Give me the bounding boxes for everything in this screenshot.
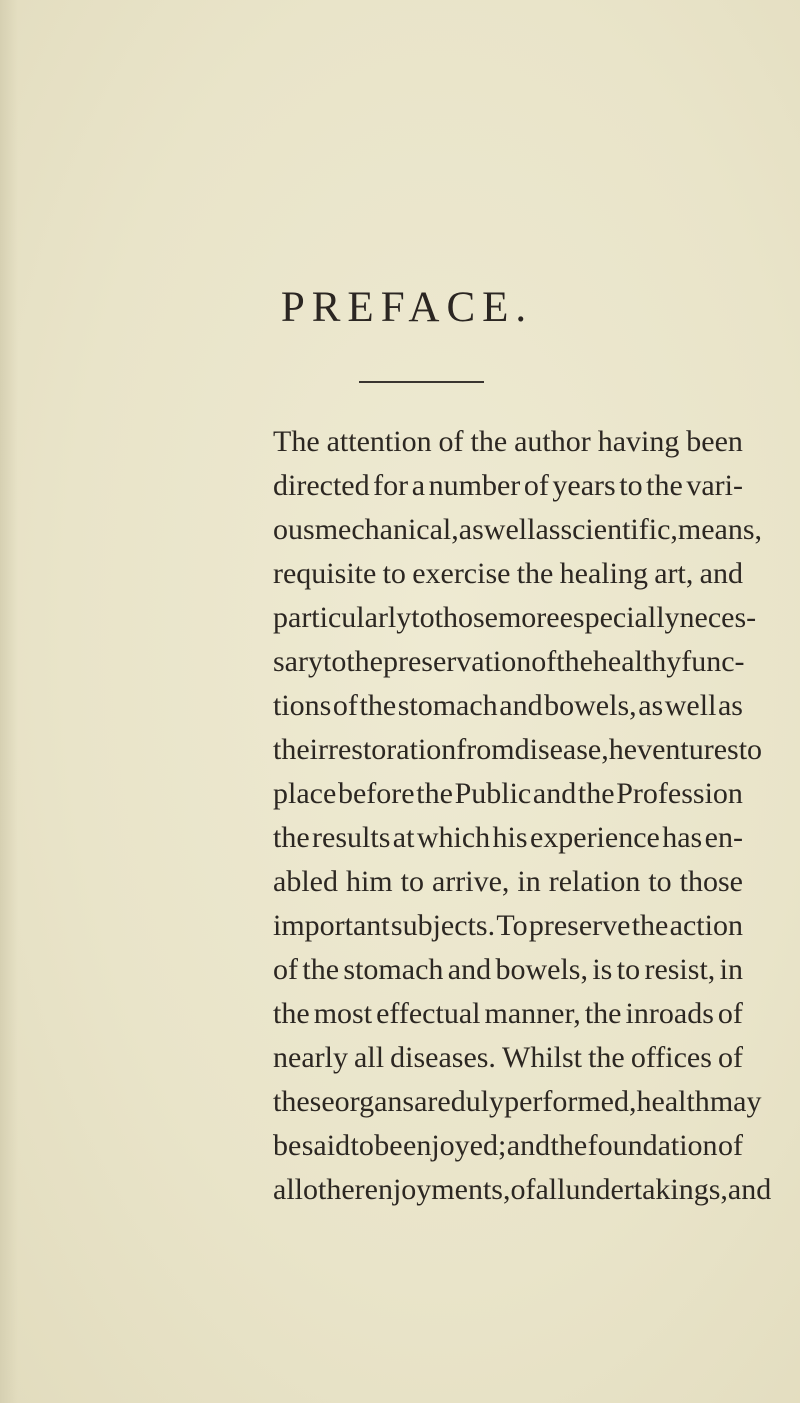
word: abled <box>273 865 338 898</box>
word: author <box>514 425 591 458</box>
word: years <box>552 469 616 502</box>
text-line <box>273 1168 772 1212</box>
word: action <box>669 909 743 942</box>
word: as <box>638 689 664 722</box>
word: Whilst <box>502 1041 583 1074</box>
word: vari- <box>686 469 743 502</box>
word: of <box>273 953 298 986</box>
word: important <box>273 909 390 942</box>
word: at <box>392 821 415 854</box>
word: healing <box>559 557 648 590</box>
word: to <box>619 469 643 502</box>
word: from <box>456 733 515 766</box>
word: all <box>354 1041 385 1074</box>
text-line <box>273 904 743 948</box>
word: the <box>550 1129 588 1162</box>
word: the <box>273 821 310 854</box>
word: stomach <box>397 689 498 722</box>
word: requisite <box>273 557 377 590</box>
word: the <box>556 645 593 678</box>
word: having <box>597 425 680 458</box>
word: to <box>322 645 347 678</box>
word: foundation <box>587 1129 718 1162</box>
word: results <box>312 821 391 854</box>
word: healthy <box>592 645 682 678</box>
word: to <box>648 865 672 898</box>
word: most <box>313 997 373 1030</box>
word: their <box>273 733 328 766</box>
word: means, <box>677 513 763 546</box>
word: restoration <box>327 733 457 766</box>
word: and <box>447 953 492 986</box>
word: the <box>416 777 453 810</box>
word: of <box>510 1173 536 1206</box>
word: has <box>662 821 703 854</box>
word: all <box>273 1173 303 1206</box>
word: the <box>302 953 340 986</box>
text-line <box>273 992 743 1036</box>
word: art, <box>654 557 694 590</box>
word: of <box>717 997 743 1030</box>
word: are <box>414 1085 451 1118</box>
text-line <box>273 1080 762 1124</box>
word: to <box>400 865 424 898</box>
preface-body <box>273 420 772 1212</box>
word: arrive, <box>431 865 510 898</box>
word: The <box>273 425 320 458</box>
word: more <box>497 601 560 634</box>
word: particularly <box>273 601 412 634</box>
word: well <box>483 513 536 546</box>
word: number <box>428 469 521 502</box>
word: been <box>686 425 743 458</box>
word: stomach <box>343 953 444 986</box>
word: to <box>350 1129 374 1162</box>
word: preservation <box>382 645 532 678</box>
word: Profession <box>616 777 743 810</box>
word: he <box>608 733 638 766</box>
text-line <box>273 1036 743 1080</box>
word: is <box>592 953 613 986</box>
word: To <box>496 909 528 942</box>
word: which <box>416 821 491 854</box>
word: of <box>717 1129 743 1162</box>
word: his <box>492 821 528 854</box>
word: tions <box>273 689 332 722</box>
word: ous <box>273 513 315 546</box>
text-line <box>273 948 743 992</box>
title-divider <box>359 381 484 383</box>
word: undertakings, <box>565 1173 728 1206</box>
word: the <box>584 997 622 1030</box>
word: of <box>438 425 464 458</box>
word: bowels, <box>544 689 637 722</box>
word: in <box>517 865 541 898</box>
word: all <box>535 1173 566 1206</box>
word: these <box>273 1085 335 1118</box>
word: func- <box>681 645 745 678</box>
word: performed, <box>504 1085 637 1118</box>
word: manner, <box>484 997 581 1030</box>
word: ventures <box>637 733 739 766</box>
word: diseases. <box>390 1041 496 1074</box>
word: bowels, <box>495 953 588 986</box>
word: other <box>303 1173 365 1206</box>
text-line <box>273 1124 743 1168</box>
word: and <box>499 689 543 722</box>
text-line <box>273 596 757 640</box>
word: to <box>382 557 406 590</box>
word: the <box>359 689 397 722</box>
text-line <box>273 728 763 772</box>
word: place <box>273 777 337 810</box>
word: be <box>273 1129 302 1162</box>
word: sary <box>273 645 323 678</box>
word: the <box>577 777 615 810</box>
word: Public <box>454 777 532 810</box>
word: the <box>516 557 554 590</box>
word: offices <box>630 1041 712 1074</box>
word: directed <box>273 469 370 502</box>
word: organs <box>334 1085 415 1118</box>
word: as <box>535 513 561 546</box>
text-line <box>273 684 743 728</box>
page-gutter-shadow <box>0 0 18 1403</box>
word: well <box>664 689 717 722</box>
word: as <box>717 689 743 722</box>
word: the <box>273 997 310 1030</box>
word: effectual <box>376 997 481 1030</box>
word: nearly <box>273 1041 348 1074</box>
word: resist, <box>644 953 716 986</box>
text-line <box>273 508 763 552</box>
word: those <box>434 601 498 634</box>
word: mechanical, <box>314 513 459 546</box>
word: neces- <box>679 601 757 634</box>
text-line <box>273 816 743 860</box>
word: preserve <box>528 909 631 942</box>
word: to <box>411 601 435 634</box>
word: scientific, <box>560 513 678 546</box>
word: be <box>374 1129 403 1162</box>
word: experience <box>529 821 660 854</box>
word: of <box>718 1041 743 1074</box>
word: enjoyed; <box>403 1129 507 1162</box>
text-line <box>273 464 743 508</box>
word: to <box>738 733 763 766</box>
word: the <box>631 909 669 942</box>
word: and <box>532 777 577 810</box>
word: relation <box>548 865 641 898</box>
word: for <box>373 469 409 502</box>
word: the <box>588 1041 625 1074</box>
word: en- <box>704 821 743 854</box>
word: attention <box>326 425 432 458</box>
word: before <box>337 777 415 810</box>
word: the <box>470 425 508 458</box>
word: said <box>301 1129 351 1162</box>
word: the <box>646 469 683 502</box>
word: may <box>709 1085 762 1118</box>
text-line <box>273 640 743 684</box>
word: him <box>345 865 393 898</box>
word: those <box>679 865 743 898</box>
word: exercise <box>412 557 511 590</box>
word: a <box>411 469 426 502</box>
word: as <box>458 513 484 546</box>
word: and <box>727 1173 772 1206</box>
word: inroads <box>625 997 714 1030</box>
text-line <box>273 552 743 596</box>
word: of <box>332 689 358 722</box>
text-line <box>273 420 743 464</box>
word: and <box>506 1129 551 1162</box>
text-line <box>273 860 743 904</box>
word: of <box>523 469 549 502</box>
word: of <box>531 645 557 678</box>
word: the <box>346 645 383 678</box>
word: especially <box>559 601 680 634</box>
word: disease, <box>514 733 609 766</box>
page-title: PREFACE. <box>280 284 534 331</box>
word: duly <box>450 1085 505 1118</box>
word: enjoyments, <box>364 1173 511 1206</box>
word: and <box>699 557 743 590</box>
word: health <box>636 1085 710 1118</box>
word: subjects. <box>390 909 496 942</box>
word: to <box>616 953 641 986</box>
word: in <box>719 953 743 986</box>
text-line <box>273 772 743 816</box>
